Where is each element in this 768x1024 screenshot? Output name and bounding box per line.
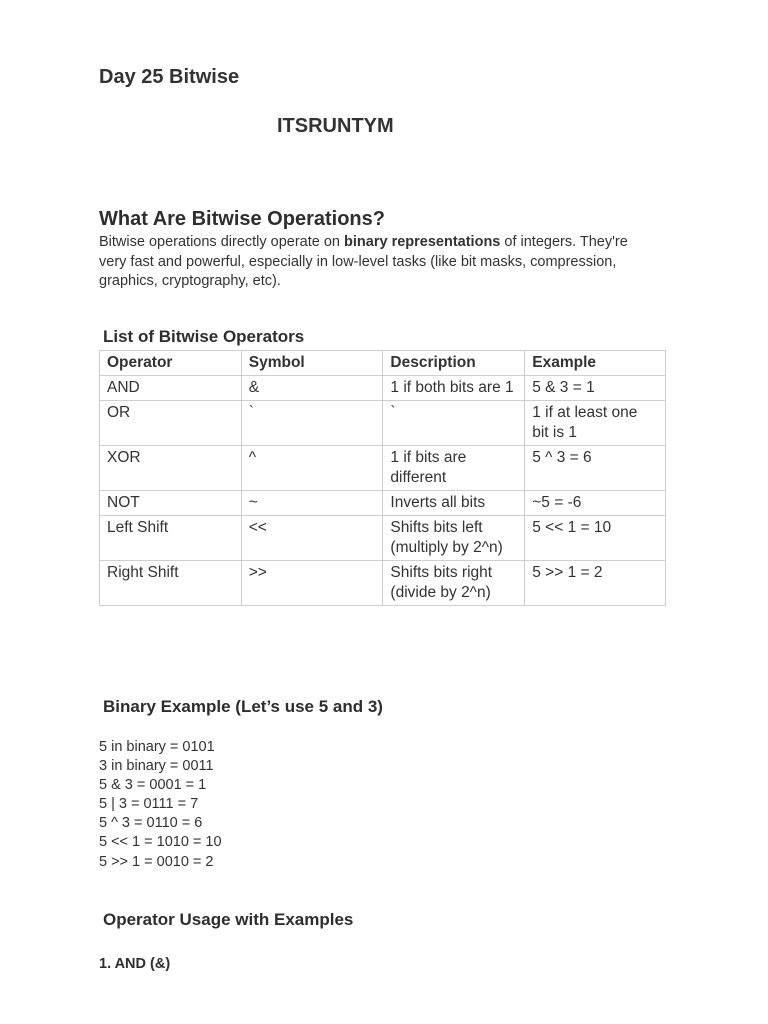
table-row <box>100 446 666 491</box>
table-title: List of Bitwise Operators <box>103 327 305 346</box>
table-cell: OR <box>100 401 242 446</box>
table-cell: AND <box>100 376 242 401</box>
table-cell: 1 if bits are different <box>383 446 525 491</box>
table-cell: 1 if both bits are 1 <box>383 376 525 401</box>
table-cell: 1 if at least one bit is 1 <box>525 401 666 446</box>
table-cell: ` <box>383 401 525 446</box>
table-cell: ~ <box>241 491 383 516</box>
table-row <box>100 376 666 401</box>
table-cell: Shifts bits left (multiply by 2^n) <box>383 516 525 561</box>
table-cell: >> <box>241 561 383 606</box>
table-cell: & <box>241 376 383 401</box>
table-cell: ~5 = -6 <box>525 491 666 516</box>
intro-bold-text: binary representations <box>344 234 501 250</box>
binary-example-lines <box>99 738 222 872</box>
binary-line: 5 | 3 = 0111 = 7 <box>99 796 199 813</box>
operators-table <box>99 350 666 606</box>
binary-example-title: Binary Example (Let’s use 5 and 3) <box>103 697 383 716</box>
table-header: Description <box>383 351 525 376</box>
brand-name: ITSRUNTYM <box>277 115 394 137</box>
table-header: Example <box>525 351 666 376</box>
table-cell: Inverts all bits <box>383 491 525 516</box>
table-row <box>100 516 666 561</box>
table-cell: << <box>241 516 383 561</box>
binary-line: 5 >> 1 = 0010 = 2 <box>99 853 214 870</box>
table-cell: 5 ^ 3 = 6 <box>525 446 666 491</box>
binary-line: 3 in binary = 0011 <box>99 758 214 775</box>
table-cell: XOR <box>100 446 242 491</box>
table-cell: NOT <box>100 491 242 516</box>
table-cell: ^ <box>241 446 383 491</box>
table-cell: Left Shift <box>100 516 242 561</box>
table-header: Symbol <box>241 351 383 376</box>
binary-line: 5 & 3 = 0001 = 1 <box>99 777 207 794</box>
page-title: Day 25 Bitwise <box>99 66 240 88</box>
binary-line: 5 ^ 3 = 0110 = 6 <box>99 815 203 832</box>
table-row <box>100 561 666 606</box>
usage-title: Operator Usage with Examples <box>103 910 354 929</box>
table-cell: Right Shift <box>100 561 242 606</box>
table-header-row <box>100 351 666 376</box>
table-cell: Shifts bits right (divide by 2^n) <box>383 561 525 606</box>
intro-text-rest: of integers. They're very fast and powerful, especially in low-level tasks (like bit masks, compression, graphics, cryptography, etc). <box>99 234 628 289</box>
table-cell: 5 << 1 = 10 <box>525 516 666 561</box>
table-row <box>100 401 666 446</box>
table-cell: 5 >> 1 = 2 <box>525 561 666 606</box>
table-header: Operator <box>100 351 242 376</box>
intro-text: Bitwise operations directly operate on <box>99 234 345 250</box>
binary-line: 5 << 1 = 1010 = 10 <box>99 834 222 851</box>
and-subheading: 1. AND (&) <box>99 956 171 972</box>
table-row <box>100 491 666 516</box>
table-cell: 5 & 3 = 1 <box>525 376 666 401</box>
binary-line: 5 in binary = 0101 <box>99 739 215 755</box>
section-heading: What Are Bitwise Operations? <box>99 208 385 230</box>
intro-paragraph <box>99 233 659 292</box>
table-cell: ` <box>241 401 383 446</box>
